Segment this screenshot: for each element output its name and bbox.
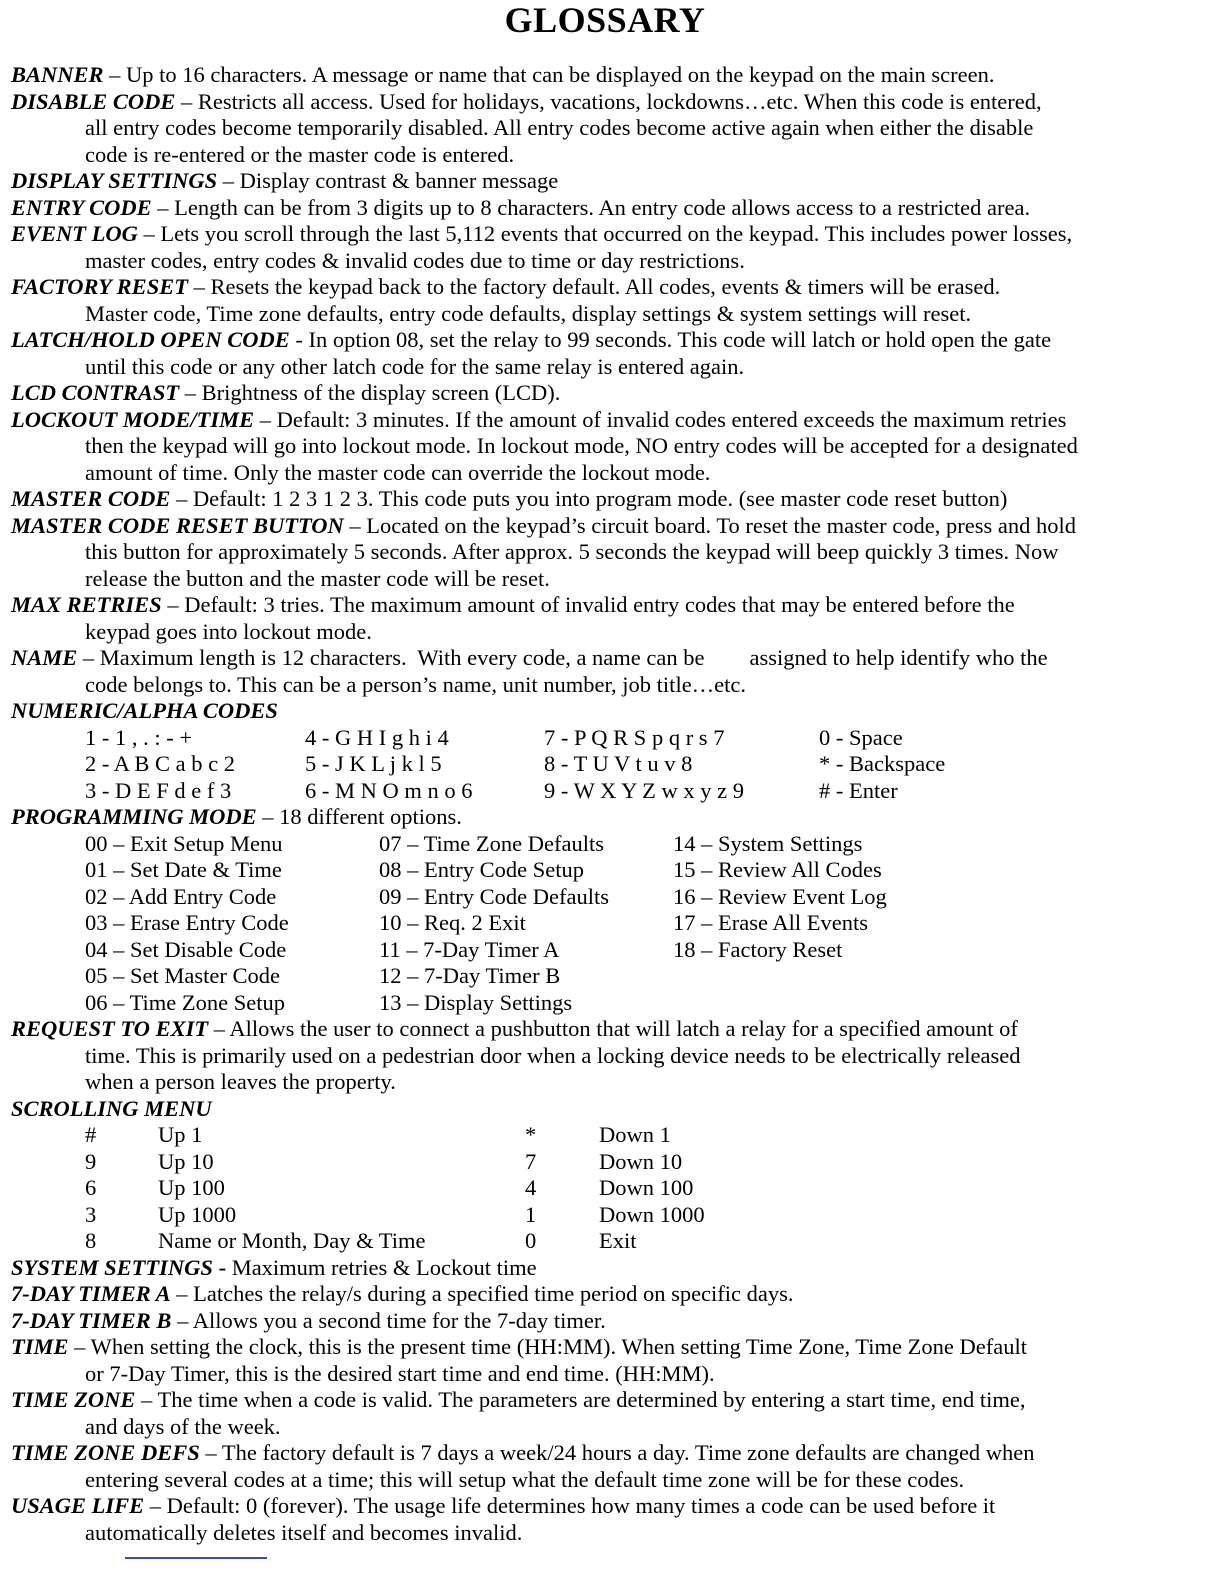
scroll-key: 4 — [525, 1175, 537, 1200]
programming-row — [11, 963, 1211, 990]
term: SCROLLING MENU — [11, 1095, 212, 1121]
definition-line: Default: 0 (forever). The usage life determines how many times a code can be used before it — [166, 1493, 996, 1518]
programming-option: 13 – Display Settings — [379, 989, 573, 1015]
programming-option: 14 – System Settings — [673, 830, 863, 856]
footer-rule — [125, 1557, 267, 1559]
numeric-alpha-row — [11, 778, 1211, 805]
term: USAGE LIFE — [11, 1493, 145, 1518]
programming-option: 12 – 7-Day Timer B — [379, 963, 561, 988]
separator: – — [161, 592, 185, 617]
scroll-action: Down 100 — [599, 1175, 694, 1200]
definition-line: In option 08, set the relay to 99 seconds. This code will latch or hold open the gate — [308, 327, 1052, 352]
term: LATCH/HOLD OPEN CODE — [11, 327, 290, 352]
separator: – — [256, 804, 280, 829]
programming-option: 16 – Review Event Log — [673, 883, 887, 909]
numeric-alpha-cell: 9 - W X Y Z w x y z 9 — [544, 777, 744, 803]
term: TIME ZONE DEFS — [11, 1440, 200, 1465]
programming-option — [673, 990, 973, 1017]
scroll-action: Up 10 — [158, 1148, 214, 1174]
entry-factory-reset — [11, 274, 1211, 327]
programming-option: 06 – Time Zone Setup — [85, 989, 286, 1015]
definition-line: Display contrast & banner message — [239, 168, 559, 193]
programming-option: 03 – Erase Entry Code — [85, 910, 289, 935]
separator: – — [217, 168, 240, 193]
definition-line: When setting the clock, this is the present time (HH:MM). When setting Time Zone, Time Zone Default — [90, 1334, 1027, 1359]
definition-line: Master code, Time zone defaults, entry code defaults, display settings & system settings will reset. — [85, 300, 972, 326]
definition-line: Default: 1 2 3 1 2 3. This code puts you into program mode. (see master code reset button) — [192, 486, 1008, 511]
numeric-alpha-cell: 8 - T U V t u v 8 — [544, 751, 693, 776]
term: SYSTEM SETTINGS — [11, 1254, 213, 1280]
numeric-alpha-cell: # - Enter — [819, 777, 898, 803]
term: NAME — [11, 645, 78, 670]
definition-line: entering several codes at a time; this will setup what the default time zone will be for these codes. — [85, 1466, 965, 1492]
programming-option: 07 – Time Zone Defaults — [379, 830, 604, 856]
programming-option: 09 – Entry Code Defaults — [379, 883, 609, 909]
programming-row — [11, 884, 1211, 911]
scroll-action: Up 100 — [158, 1175, 225, 1200]
separator: – — [199, 1440, 222, 1465]
separator: - — [289, 327, 309, 352]
programming-row — [11, 937, 1211, 964]
term: MASTER CODE RESET BUTTON — [11, 512, 344, 538]
definition-line: code is re-entered or the master code is entered. — [85, 141, 515, 167]
glossary-content — [11, 62, 1211, 1546]
scrolling-row — [11, 1228, 1211, 1255]
scroll-action: Up 1000 — [158, 1201, 237, 1227]
definition-line: Restricts all access. Used for holidays, vacations, lockdowns…etc. When this code is entered, — [197, 88, 1042, 114]
definition-line: Resets the keypad back to the factory default. All codes, events & timers will be erased. — [210, 274, 1001, 299]
separator: – — [137, 221, 161, 246]
separator: – — [175, 88, 198, 114]
scroll-action: Down 10 — [599, 1148, 683, 1174]
definition-line: and days of the week. — [85, 1413, 281, 1439]
term: TIME — [11, 1334, 69, 1359]
programming-option: 08 – Entry Code Setup — [379, 857, 584, 882]
entry-time — [11, 1334, 1211, 1387]
definition-line: then the keypad will go into lockout mode. In lockout mode, NO entry codes will be accepted for a designated — [85, 433, 1078, 458]
entry-time-zone — [11, 1387, 1211, 1440]
scroll-action: Up 1 — [158, 1122, 203, 1147]
separator: – — [170, 1281, 194, 1306]
numeric-alpha-cell: 0 - Space — [819, 724, 903, 750]
separator: - — [212, 1254, 232, 1280]
entry-latch-hold-open-code — [11, 327, 1211, 380]
entry-usage-life — [11, 1493, 1211, 1546]
definition-line: Up to 16 characters. A message or name that can be displayed on the keypad on the main screen. — [126, 62, 995, 87]
separator: – — [208, 1016, 230, 1041]
definition-line: 18 different options. — [279, 804, 462, 829]
entry-entry-code — [11, 195, 1211, 222]
term: LCD CONTRAST — [11, 380, 180, 405]
separator: – — [254, 406, 277, 432]
definition-line: The time when a code is valid. The parameters are determined by entering a start time, end time, — [157, 1387, 1026, 1412]
programming-option: 10 – Req. 2 Exit — [379, 910, 526, 935]
separator: – — [135, 1387, 158, 1412]
programming-option: 17 – Erase All Events — [673, 910, 868, 935]
numeric-alpha-cell: 6 - M N O m n o 6 — [305, 777, 473, 803]
term: MAX RETRIES — [11, 592, 162, 617]
scroll-key: 1 — [525, 1201, 537, 1227]
entry-master-code-reset-button — [11, 513, 1211, 593]
programming-option — [673, 963, 973, 990]
entry-lockout-mode-time — [11, 407, 1211, 487]
definition-line: Located on the keypad’s circuit board. To reset the master code, press and hold — [366, 512, 1076, 538]
scrolling-row — [11, 1202, 1211, 1229]
separator: – — [171, 1307, 193, 1333]
entry-programming-mode — [11, 804, 1211, 1016]
term: NUMERIC/ALPHA CODES — [11, 698, 278, 723]
term: TIME ZONE — [11, 1387, 136, 1412]
definition-line: Maximum retries & Lockout time — [231, 1254, 537, 1280]
scroll-key: 3 — [85, 1201, 97, 1227]
definition-line: amount of time. Only the master code can override the lockout mode. — [85, 459, 711, 485]
definition-line: The factory default is 7 days a week/24 hours a day. Time zone defaults are changed when — [221, 1440, 1035, 1465]
numeric-alpha-cell: 7 - P Q R S p q r s 7 — [544, 724, 725, 750]
numeric-alpha-row — [11, 751, 1211, 778]
term: DISABLE CODE — [11, 88, 176, 114]
entry-scrolling-menu — [11, 1096, 1211, 1255]
scroll-key: # — [85, 1122, 97, 1147]
scroll-action: Down 1000 — [599, 1201, 705, 1227]
term: MASTER CODE — [11, 486, 171, 511]
separator: – — [187, 274, 211, 299]
scroll-key: 6 — [85, 1175, 97, 1200]
programming-option: 15 – Review All Codes — [673, 857, 882, 882]
programming-row — [11, 990, 1211, 1017]
scroll-action: Down 1 — [599, 1122, 671, 1147]
term: BANNER — [11, 62, 104, 87]
definition-line: release the button and the master code will be reset. — [85, 565, 550, 591]
numeric-alpha-cell: * - Backspace — [819, 751, 946, 776]
scroll-key: * — [525, 1122, 537, 1147]
definition-line: keypad goes into lockout mode. — [85, 618, 372, 644]
term: PROGRAMMING MODE — [11, 804, 257, 829]
term: FACTORY RESET — [11, 274, 188, 299]
entry-max-retries — [11, 592, 1211, 645]
term: 7-DAY TIMER B — [11, 1307, 172, 1333]
separator: – — [144, 1493, 167, 1518]
entry-event-log — [11, 221, 1211, 274]
scroll-action: Exit — [599, 1228, 637, 1253]
numeric-alpha-cell: 1 - 1 , . : - + — [85, 724, 193, 750]
scroll-key: 8 — [85, 1228, 97, 1253]
numeric-alpha-cell: 5 - J K L j k l 5 — [305, 751, 442, 776]
separator: – — [77, 645, 100, 670]
definition-line: Length can be from 3 digits up to 8 characters. An entry code allows access to a restricted area. — [174, 194, 1031, 220]
entry-master-code — [11, 486, 1211, 513]
definition-line: when a person leaves the property. — [85, 1069, 396, 1094]
definition-line: Allows the user to connect a pushbutton that will latch a relay for a specified amount of — [229, 1016, 1018, 1041]
definition-line: all entry codes become temporarily disabled. All entry codes become active again when either the disable — [85, 115, 1034, 140]
numeric-alpha-row — [11, 725, 1211, 752]
entry-request-to-exit — [11, 1016, 1211, 1096]
entry-disable-code — [11, 89, 1211, 169]
term: 7-DAY TIMER A — [11, 1281, 171, 1306]
programming-option: 05 – Set Master Code — [85, 963, 280, 988]
programming-row — [11, 831, 1211, 858]
entry-numeric-alpha-codes — [11, 698, 1211, 804]
term: ENTRY CODE — [11, 194, 152, 220]
definition-line: Default: 3 tries. The maximum amount of invalid entry codes that may be entered before the — [184, 592, 1015, 617]
separator: – — [68, 1334, 91, 1359]
definition-line: code belongs to. This can be a person’s name, unit number, job title…etc. — [85, 671, 747, 697]
term: REQUEST TO EXIT — [11, 1016, 209, 1041]
scroll-key: 0 — [525, 1228, 537, 1253]
definition-line: Allows you a second time for the 7-day timer. — [192, 1307, 606, 1333]
separator: – — [103, 62, 127, 87]
definition-line: or 7-Day Timer, this is the desired start time and end time. (HH:MM). — [85, 1360, 715, 1386]
scrolling-row — [11, 1175, 1211, 1202]
programming-option: 02 – Add Entry Code — [85, 883, 277, 909]
entry-7-day-timer-a — [11, 1281, 1211, 1308]
definition-line: automatically deletes itself and becomes invalid. — [85, 1519, 523, 1545]
entry-lcd-contrast — [11, 380, 1211, 407]
numeric-alpha-cell: 4 - G H I g h i 4 — [305, 724, 449, 750]
numeric-alpha-cell: 2 - A B C a b c 2 — [85, 751, 235, 776]
separator: – — [170, 486, 193, 511]
entry-banner — [11, 62, 1211, 89]
definition-line: Maximum length is 12 characters. With every code, a name can be assigned to help identify who the — [99, 645, 1048, 670]
scroll-action: Name or Month, Day & Time — [158, 1228, 426, 1253]
definition-line: Lets you scroll through the last 5,112 events that occurred on the keypad. This includes power losses, — [160, 221, 1073, 246]
definition-line: master codes, entry codes & invalid codes due to time or day restrictions. — [85, 247, 745, 273]
scrolling-row — [11, 1149, 1211, 1176]
entry-time-zone-defs — [11, 1440, 1211, 1493]
programming-option: 18 – Factory Reset — [673, 936, 843, 962]
term: LOCKOUT MODE/TIME — [11, 406, 255, 432]
separator: – — [151, 194, 175, 220]
numeric-alpha-cell: 3 - D E F d e f 3 — [85, 777, 232, 803]
scroll-key: 7 — [525, 1148, 537, 1174]
term: EVENT LOG — [11, 221, 138, 246]
scroll-key: 9 — [85, 1148, 97, 1174]
definition-line: Default: 3 minutes. If the amount of invalid codes entered exceeds the maximum retries — [276, 406, 1067, 432]
page-title: GLOSSARY — [504, 0, 706, 40]
definition-line: time. This is primarily used on a pedestrian door when a locking device needs to be electrically released — [85, 1042, 1021, 1068]
term: DISPLAY SETTINGS — [11, 168, 218, 193]
programming-option: 04 – Set Disable Code — [85, 936, 287, 962]
programming-row — [11, 857, 1211, 884]
definition-line: this button for approximately 5 seconds. After approx. 5 seconds the keypad will beep quickly 3 times. Now — [85, 539, 1059, 564]
programming-option: 00 – Exit Setup Menu — [85, 830, 283, 856]
separator: – — [179, 380, 202, 405]
entry-system-settings — [11, 1255, 1211, 1282]
programming-option: 01 – Set Date & Time — [85, 857, 282, 882]
entry-display-settings — [11, 168, 1211, 195]
definition-line: until this code or any other latch code for the same relay is entered again. — [85, 353, 745, 379]
programming-option: 11 – 7-Day Timer A — [379, 936, 560, 962]
definition-line: Latches the relay/s during a specified time period on specific days. — [193, 1281, 794, 1306]
entry-7-day-timer-b — [11, 1308, 1211, 1335]
separator: – — [343, 512, 367, 538]
entry-name — [11, 645, 1211, 698]
definition-line: Brightness of the display screen (LCD). — [201, 380, 561, 405]
scrolling-row — [11, 1122, 1211, 1149]
programming-row — [11, 910, 1211, 937]
